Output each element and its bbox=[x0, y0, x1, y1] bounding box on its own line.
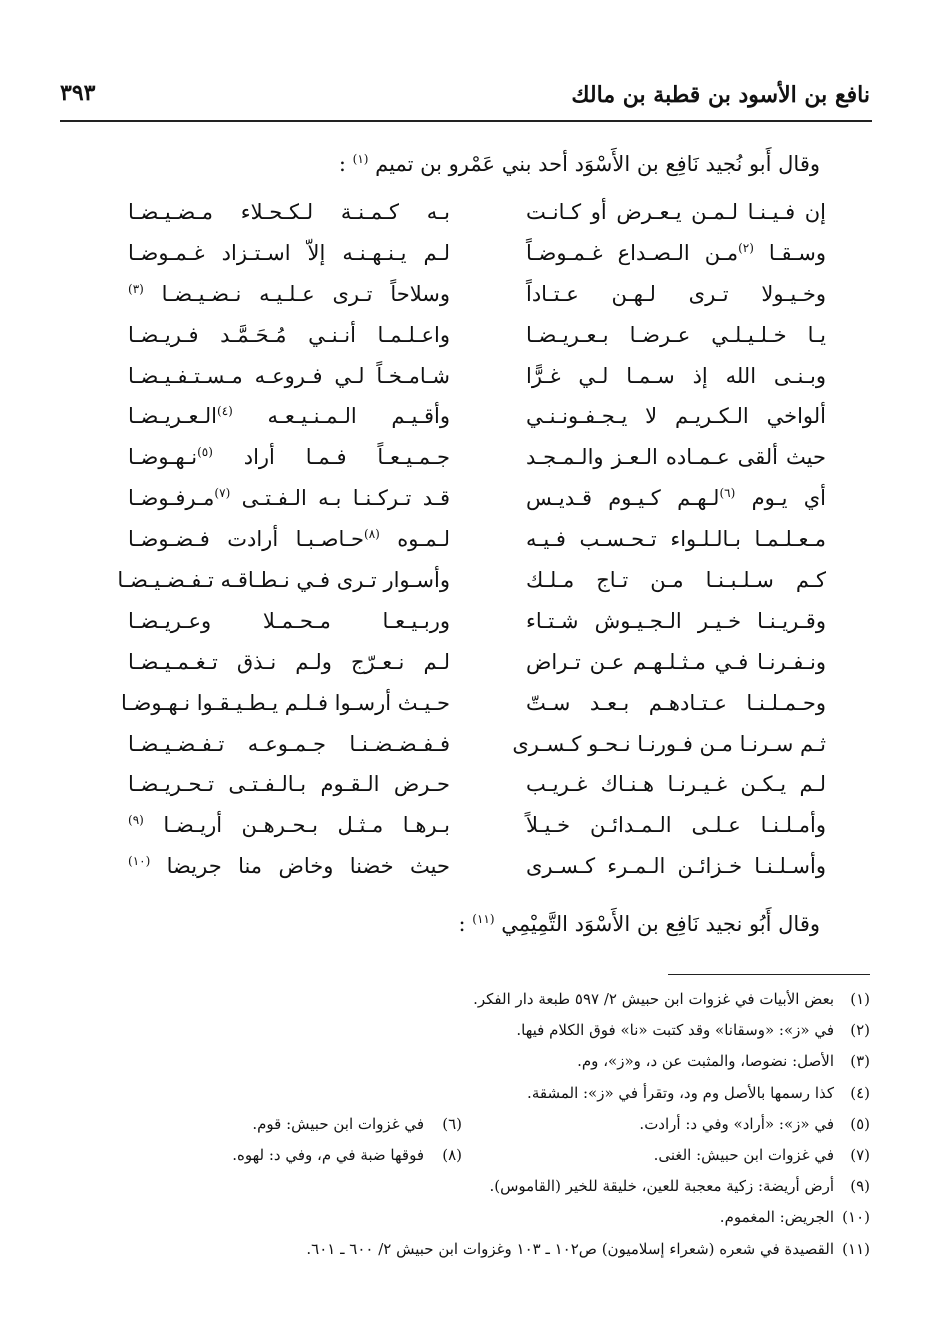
footnote-number: (١١) bbox=[842, 1239, 870, 1258]
first-hemistich bbox=[526, 691, 826, 715]
hemistich-text: وسلاحاً تـرى عـلـيـه نـضـيـضـا bbox=[161, 281, 450, 306]
first-hemistich bbox=[526, 445, 826, 469]
verse-line bbox=[0, 482, 938, 523]
footnote-number: (٨) bbox=[442, 1145, 462, 1164]
first-hemistich bbox=[526, 200, 826, 224]
first-hemistich bbox=[526, 323, 826, 347]
first-hemistich bbox=[526, 772, 826, 796]
first-hemistich bbox=[526, 609, 826, 633]
footnote-mark: (١٠) bbox=[128, 854, 151, 869]
hemistich-text: مـن الـصـداع غـمـوضـاً bbox=[526, 240, 739, 265]
verse-line bbox=[0, 646, 938, 687]
poem-intro-2 bbox=[459, 912, 820, 936]
first-hemistich bbox=[526, 568, 826, 592]
footnote-number: (١٠) bbox=[842, 1208, 870, 1227]
second-hemistich bbox=[128, 282, 450, 306]
hemistich-text: بـه كـمـنـة لـكـحـلاء مـضـيـضـا bbox=[128, 200, 450, 224]
hemistich-text: لـم نـعـرّج ولـم نـذق تـغـمـيـضـا bbox=[128, 649, 450, 674]
hemistich-text: جـمـيـعـاً فـمـا أراد bbox=[243, 445, 450, 470]
footnote-text: فوقها ضبة في م، وفي د: لهوه. bbox=[232, 1145, 424, 1164]
footnotes bbox=[60, 986, 870, 1267]
first-hemistich bbox=[526, 527, 826, 551]
footnote-text: في غزوات ابن حبيش: الغنى. bbox=[653, 1145, 834, 1164]
second-hemistich bbox=[128, 486, 450, 510]
footnote-mark: (٣) bbox=[128, 281, 144, 296]
footnote-text: الجريض: المغموم. bbox=[719, 1208, 834, 1227]
intro-text: وقال أَبُو نجيد نَافِع بن الأَسْوَد التَّمِيْمِي bbox=[501, 912, 820, 936]
hemistich-text: وحـمـلـنـا عـتـادهـم بـعـد سـتّ bbox=[526, 690, 826, 715]
hemistich-text: ثـم سـرنـا مـن فـورنـا نـحـو كـسـرى bbox=[512, 731, 826, 756]
verse-line bbox=[0, 564, 938, 605]
footnote-number: (٥) bbox=[850, 1114, 870, 1133]
verse-line bbox=[0, 400, 938, 441]
second-hemistich bbox=[128, 404, 450, 428]
poem-verses bbox=[0, 196, 938, 891]
footnote-number: (٣) bbox=[850, 1052, 870, 1071]
footnote-mark: (٦) bbox=[719, 486, 736, 501]
second-hemistich bbox=[128, 813, 450, 837]
footnote-mark: (٤) bbox=[217, 404, 233, 419]
footnote-mark: (٥) bbox=[197, 445, 213, 460]
second-hemistich bbox=[128, 323, 450, 347]
hemistich-text: واعـلـمـا أنـنـي مُـحَـمَّـد فـريـضـا bbox=[128, 322, 450, 347]
hemistich-text: حيث خضنا وخاض منا جريضا bbox=[166, 854, 450, 879]
footnote-number: (٢) bbox=[850, 1021, 870, 1040]
second-hemistich bbox=[128, 527, 450, 551]
footnote-number: (٩) bbox=[850, 1177, 870, 1196]
footnote-text: الأصل: نضوصا، والمثبت عن د، و«ز»، وم. bbox=[577, 1052, 834, 1071]
second-hemistich bbox=[128, 772, 450, 796]
hemistich-text: إن فـيـنـا لـمـن يـعـرض أو كـانـت bbox=[526, 200, 826, 224]
hemistich-text: لـم يـكـن غـيـرنـا هـنـاك غـريـب bbox=[526, 772, 826, 797]
hemistich-text: لـم يـنـهـنـه إلاّ اسـتـزاد غـمـوضـا bbox=[128, 240, 450, 265]
footnote-text: في «ز»: «أراد» وفي د: أرادت. bbox=[639, 1114, 834, 1133]
second-hemistich bbox=[128, 854, 450, 878]
verse-line bbox=[0, 605, 938, 646]
footnote-number: (١) bbox=[850, 990, 870, 1008]
verse-line bbox=[0, 196, 938, 237]
footnote-mark: (٩) bbox=[128, 813, 144, 828]
footnote-text: أرض أريضة: زكية معجبة للعين، خليقة للخير (القاموس). bbox=[489, 1177, 834, 1196]
footnote-text: القصيدة في شعره (شعراء إسلاميون) ص١٠٢ ـ ١٠٣ وغزوات ابن حبيش ٢/ ٦٠٠ ـ ٦٠١. bbox=[306, 1239, 834, 1258]
footnote bbox=[60, 1017, 870, 1048]
hemistich-text: ونـفـرنـا فـي مـثـلـهـم عـن تـراض bbox=[526, 649, 826, 674]
hemistich-text: حيث ألقى عـمـاده الـعـز والـمـجـد bbox=[526, 445, 826, 470]
footnote bbox=[60, 1080, 870, 1111]
footnote-mark: (٨) bbox=[364, 527, 380, 542]
hemistich-text: مـعـلـمـا بـالـلـواء تـحـسـب فـيـه bbox=[526, 527, 826, 552]
second-hemistich bbox=[128, 609, 450, 633]
footnote-mark: (٧) bbox=[214, 486, 231, 501]
second-hemistich bbox=[128, 445, 450, 469]
hemistich-text: حـاصـبـا أرادت فـضـوضـا bbox=[128, 527, 365, 552]
page-header bbox=[60, 76, 870, 116]
page-number: ٣٩٣ bbox=[60, 80, 96, 106]
hemistich-text: حـيـث أرسـوا فـلـم يـطـيـقـوا نـهـوضـا bbox=[120, 690, 450, 715]
footnote-number: (٤) bbox=[850, 1083, 870, 1102]
verse-line bbox=[0, 278, 938, 319]
footnote-text: في غزوات ابن حبيش: قوم. bbox=[252, 1114, 424, 1133]
intro-text: وقال أَبو نُجيد نَافِع بن الأَسْوَد أحد بني عَمْرو بن تميم bbox=[375, 152, 820, 176]
footnote bbox=[60, 1142, 870, 1173]
footnote-mark: (٢) bbox=[738, 240, 754, 255]
verse-line bbox=[0, 319, 938, 360]
footnote-text: كذا رسمها بالأصل وم ود، وتقرأ في «ز»: المشقة. bbox=[527, 1083, 834, 1102]
hemistich-text: شـامـخـاً لـي فـروعـه مـسـتـفـيـضـا bbox=[128, 363, 450, 388]
second-hemistich bbox=[117, 568, 450, 593]
first-hemistich bbox=[526, 854, 826, 878]
hemistich-text: وأسـلـنـا خـزائـن الـمـرء كـسـرى bbox=[526, 854, 826, 879]
hemistich-text: وأمـلـنـا عـلـى الـمـدائـن خـيـلاً bbox=[526, 813, 826, 838]
footnote bbox=[60, 986, 870, 1017]
hemistich-text: أي يـوم bbox=[751, 486, 826, 511]
first-hemistich bbox=[526, 650, 826, 674]
footnote bbox=[60, 1173, 870, 1204]
second-hemistich bbox=[128, 200, 450, 224]
hemistich-text: حـرض الـقـوم بـالـفـتـى تـحـريـضـا bbox=[128, 772, 450, 797]
footnote bbox=[60, 1111, 870, 1142]
hemistich-text: قـد تـركـنـا بـه الـفـتـى bbox=[241, 486, 450, 511]
hemistich-text: لـهـم كـيـوم قـديـس bbox=[526, 486, 720, 511]
second-hemistich bbox=[120, 690, 450, 715]
footnote-number: (٦) bbox=[442, 1114, 462, 1133]
hemistich-text: بـرهـا مـثـل بـحـرهـن أريـضـا bbox=[163, 813, 450, 838]
running-title: نافع بن الأسود بن قطبة بن مالك bbox=[571, 82, 870, 108]
first-hemistich bbox=[526, 241, 826, 265]
hemistich-text: كـم سـلـبـنـا مـن تـاج مـلـك bbox=[526, 568, 826, 593]
first-hemistich bbox=[526, 282, 826, 306]
footnote-text: في «ز»: «وسقانا» وقد كتبت «نا» فوق الكلام فيها. bbox=[516, 1021, 834, 1040]
hemistich-text: وخـيـولا تـرى لـهـن عـتـاداً bbox=[526, 281, 826, 306]
hemistich-text: وسـقـا bbox=[768, 240, 826, 265]
verse-line bbox=[0, 360, 938, 401]
hemistich-text: وربـيـعـا مـحـمـلا وعـريـضـا bbox=[128, 608, 450, 633]
footnote-number: (٧) bbox=[850, 1145, 870, 1164]
poem-intro bbox=[339, 152, 820, 176]
second-hemistich bbox=[128, 241, 450, 265]
hemistich-text: ألواخي الـكـريـم لا يـجـفـونـنـي bbox=[526, 404, 826, 429]
first-hemistich bbox=[512, 731, 826, 756]
footnote bbox=[60, 1236, 870, 1267]
first-hemistich bbox=[526, 813, 826, 837]
verse-line bbox=[0, 237, 938, 278]
header-rule bbox=[60, 120, 872, 122]
hemistich-text: لـمـوه bbox=[397, 527, 450, 552]
intro-colon: : bbox=[338, 152, 346, 176]
footnote-mark: (١١) bbox=[472, 912, 495, 926]
hemistich-text: وقـريـنـا خـيـر الـجـيـوش شـتـاء bbox=[526, 608, 826, 633]
first-hemistich bbox=[526, 364, 826, 388]
verse-line bbox=[0, 687, 938, 728]
hemistich-text: وأقـيـم الـمـنـيـعـه bbox=[267, 404, 450, 429]
hemistich-text: نـهـوضـا bbox=[128, 445, 198, 470]
hemistich-text: الـعـريـضـا bbox=[128, 404, 218, 429]
hemistich-text: فـفـضـضـنـا جـمـوعـه تـفـضـيـضـا bbox=[128, 731, 450, 756]
second-hemistich bbox=[128, 650, 450, 674]
hemistich-text: مـرفـوضـا bbox=[128, 486, 215, 511]
second-hemistich bbox=[128, 364, 450, 388]
footnote bbox=[60, 1048, 870, 1079]
hemistich-text: يـا خـلـيـلـي عـرضـا بـعـريـضـا bbox=[526, 322, 826, 347]
first-hemistich bbox=[526, 404, 826, 428]
footnote bbox=[60, 1204, 870, 1235]
first-hemistich bbox=[526, 486, 826, 510]
footnote-mark: (١) bbox=[352, 152, 369, 166]
intro-colon: : bbox=[458, 912, 466, 936]
second-hemistich bbox=[128, 732, 450, 756]
verse-line bbox=[0, 768, 938, 809]
verse-line bbox=[0, 809, 938, 850]
verse-line bbox=[0, 728, 938, 769]
footnote-text: بعض الأبيات في غزوات ابن حبيش ٢/ ٥٩٧ طبعة دار الفكر. bbox=[473, 990, 834, 1008]
hemistich-text: وأسـوار تـرى فـي نـطـاقـه تـفـضـيـضـا bbox=[117, 568, 450, 593]
verse-line bbox=[0, 523, 938, 564]
verse-line bbox=[0, 850, 938, 891]
hemistich-text: وبـنـى الله إذ سـمـا لـي غـرًّا bbox=[526, 363, 826, 388]
verse-line bbox=[0, 441, 938, 482]
footnote-rule bbox=[668, 974, 870, 975]
